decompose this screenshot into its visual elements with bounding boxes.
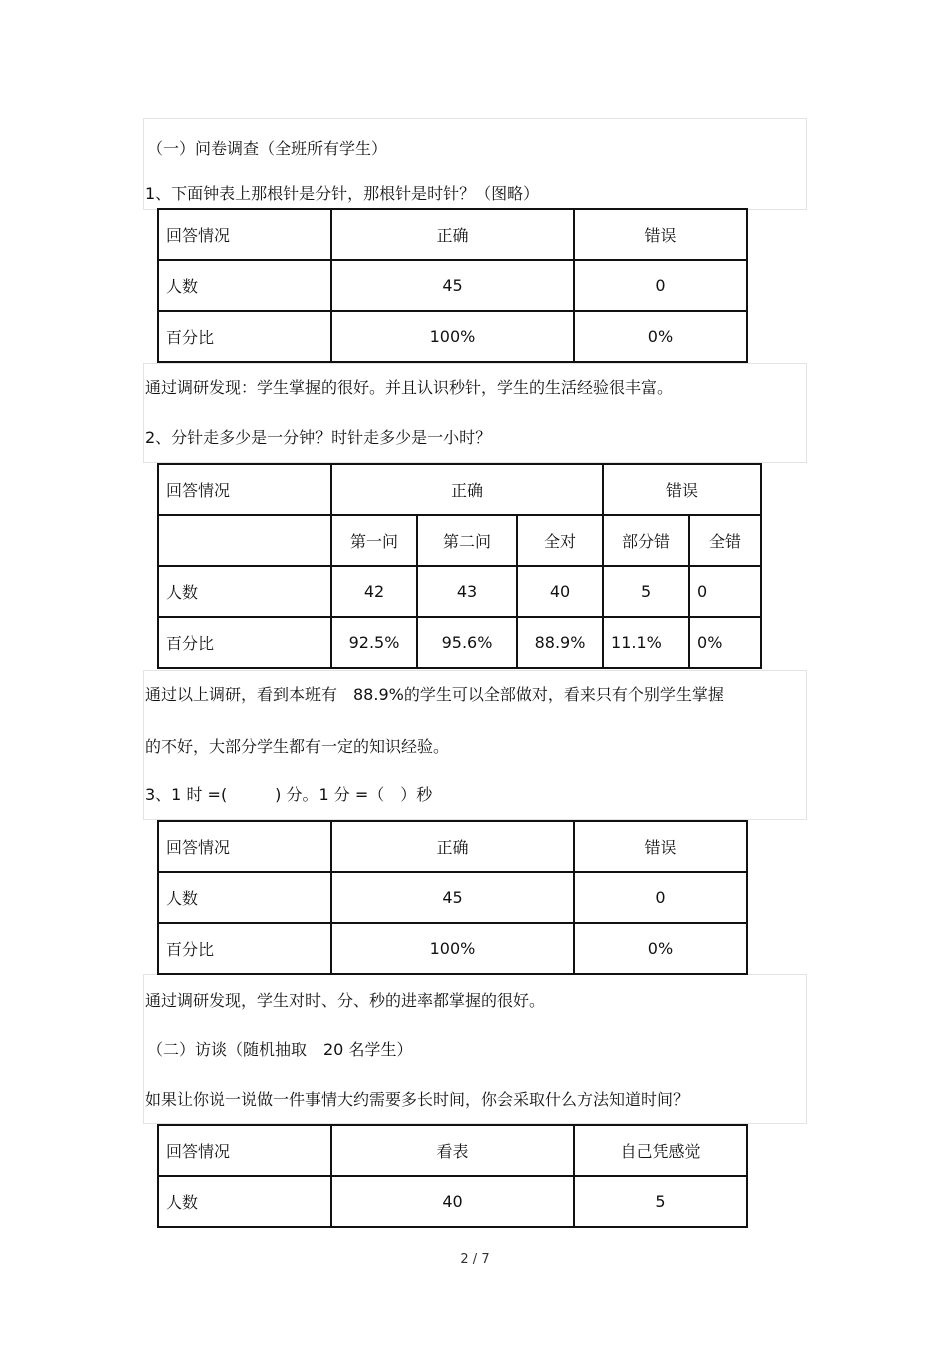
table-q3	[157, 820, 748, 975]
table-row	[158, 1125, 747, 1176]
header-cell: 错误	[603, 464, 761, 515]
table-cell: 92.5%	[331, 617, 417, 668]
table-cell: 0	[574, 872, 747, 923]
header-cell: 回答情况	[158, 821, 331, 872]
table-q2	[157, 463, 762, 669]
table-row	[158, 209, 747, 260]
row-label: 百分比	[158, 923, 331, 974]
finding-3: 通过调研发现，学生对时、分、秒的进率都掌握的很好。	[145, 991, 546, 1010]
header-cell: 正确	[331, 209, 574, 260]
row-label: 人数	[158, 260, 331, 311]
section1-heading: （一）问卷调查（全班所有学生）	[147, 139, 388, 158]
table-cell: 95.6%	[417, 617, 517, 668]
table-cell: 45	[331, 872, 574, 923]
table-row	[158, 260, 747, 311]
table-cell: 42	[331, 566, 417, 617]
table-cell: 0%	[574, 923, 747, 974]
table-row	[158, 821, 747, 872]
table-cell: 40	[517, 566, 603, 617]
header-cell: 回答情况	[158, 464, 331, 515]
row-label: 人数	[158, 872, 331, 923]
header-cell: 正确	[331, 821, 574, 872]
table-cell: 11.1%	[603, 617, 689, 668]
table-cell: 43	[417, 566, 517, 617]
header-cell: 回答情况	[158, 209, 331, 260]
table-cell: 5	[574, 1176, 747, 1227]
section2-heading: （二）访谈（随机抽取 20 名学生）	[147, 1040, 413, 1059]
question-1: 1、下面钟表上那根针是分针，那根针是时针？（图略）	[145, 184, 540, 203]
subheader-cell: 全错	[689, 515, 761, 566]
subheader-cell: 全对	[517, 515, 603, 566]
header-cell: 自己凭感觉	[574, 1125, 747, 1176]
subheader-cell: 第一问	[331, 515, 417, 566]
table-cell: 5	[603, 566, 689, 617]
header-cell: 错误	[574, 209, 747, 260]
subheader-cell: 部分错	[603, 515, 689, 566]
header-cell: 回答情况	[158, 1125, 331, 1176]
row-label: 人数	[158, 566, 331, 617]
row-label: 人数	[158, 1176, 331, 1227]
table-cell: 0	[574, 260, 747, 311]
table-cell: 0	[689, 566, 761, 617]
question-3: 3、1 时 =( ) 分。1 分 =（ ）秒	[145, 785, 433, 804]
header-cell: 正确	[331, 464, 603, 515]
finding-1: 通过调研发现：学生掌握的很好。并且认识秒针，学生的生活经验很丰富。	[145, 378, 674, 397]
table-row	[158, 515, 761, 566]
table-row	[158, 566, 761, 617]
table-row	[158, 311, 747, 362]
table-cell: 100%	[331, 311, 574, 362]
finding-2-line2: 的不好，大部分学生都有一定的知识经验。	[145, 737, 450, 756]
table-row	[158, 1176, 747, 1227]
table-cell	[158, 515, 331, 566]
table-q1	[157, 208, 748, 363]
subheader-cell: 第二问	[417, 515, 517, 566]
row-label: 百分比	[158, 311, 331, 362]
page-number: 2 / 7	[460, 1252, 490, 1267]
table-row	[158, 464, 761, 515]
question-2: 2、分针走多少是一分钟？时针走多少是一小时？	[145, 428, 492, 447]
table-cell: 88.9%	[517, 617, 603, 668]
table-cell: 0%	[689, 617, 761, 668]
table-cell: 45	[331, 260, 574, 311]
question-4: 如果让你说一说做一件事情大约需要多长时间，你会采取什么方法知道时间？	[145, 1090, 690, 1109]
header-cell: 看表	[331, 1125, 574, 1176]
finding-2-line1: 通过以上调研，看到本班有 88.9%的学生可以全部做对，看来只有个别学生掌握	[145, 685, 724, 704]
table-row	[158, 923, 747, 974]
table-row	[158, 872, 747, 923]
table-cell: 100%	[331, 923, 574, 974]
table-cell: 40	[331, 1176, 574, 1227]
table-row	[158, 617, 761, 668]
table-q4	[157, 1124, 748, 1228]
table-cell: 0%	[574, 311, 747, 362]
header-cell: 错误	[574, 821, 747, 872]
row-label: 百分比	[158, 617, 331, 668]
